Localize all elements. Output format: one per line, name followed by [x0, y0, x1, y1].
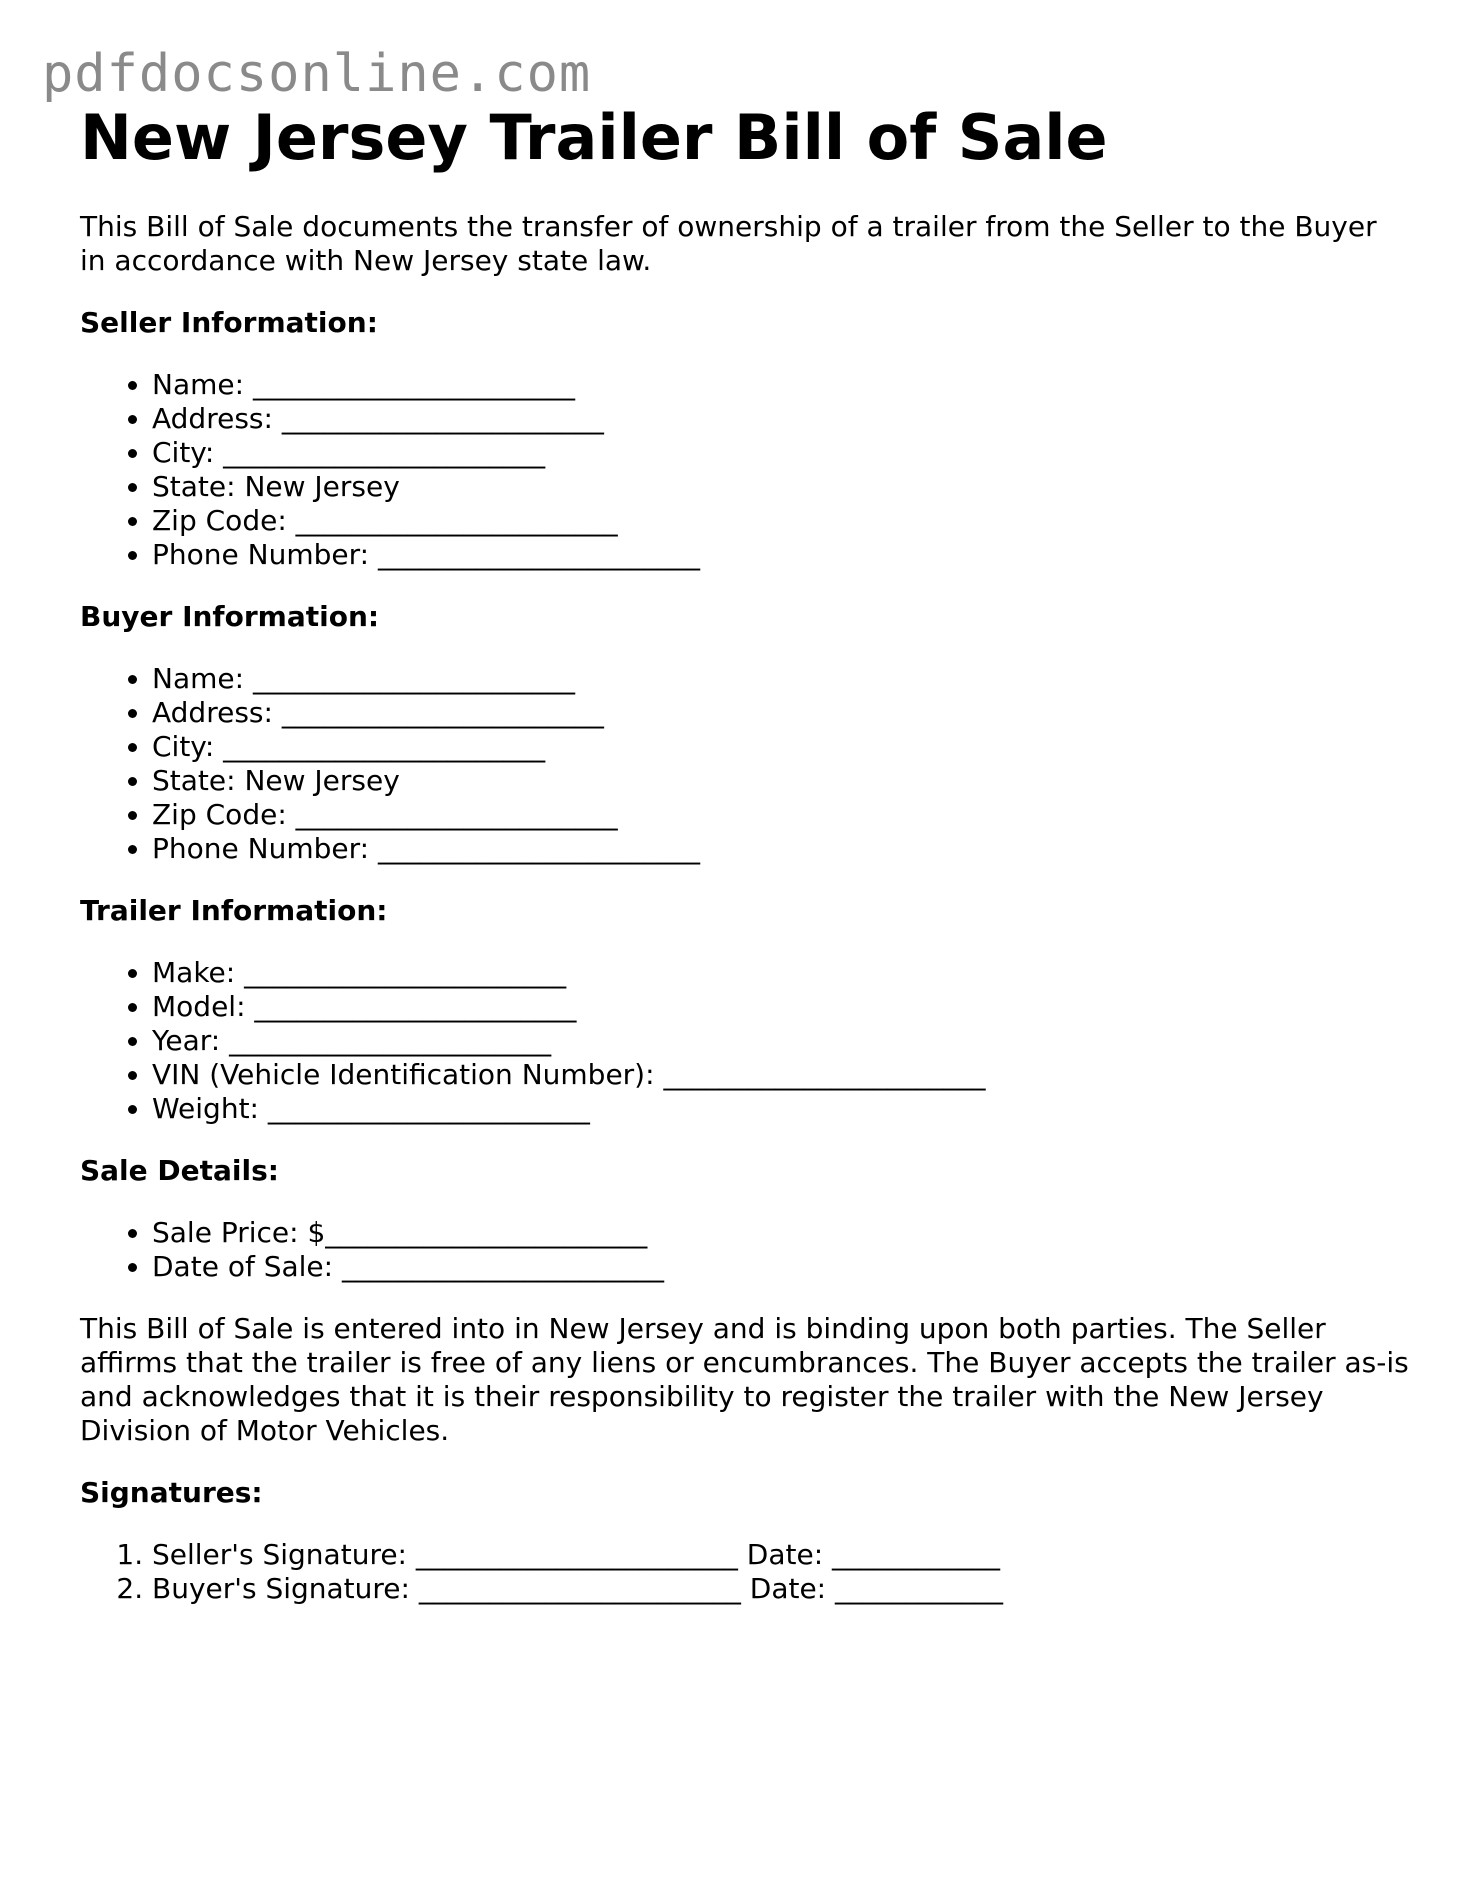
- buyer-address-field: • Address: _______________________: [152, 696, 1410, 730]
- watermark-text: pdfdocsonline.com: [42, 44, 592, 104]
- trailer-vin-field: • VIN (Vehicle Identification Number): _______________________: [152, 1058, 1410, 1092]
- trailer-section-heading: Trailer Information:: [80, 894, 388, 927]
- buyer-name-field: • Name: _______________________: [152, 662, 1410, 696]
- signatures-section-heading: Signatures:: [80, 1476, 263, 1509]
- intro-paragraph: This Bill of Sale documents the transfer of ownership of a trailer from the Seller to the Buyer in accordance with New Jersey state law.: [80, 210, 1377, 277]
- seller-name-field: • Name: _______________________: [152, 368, 1410, 402]
- closing-paragraph: This Bill of Sale is entered into in New Jersey and is binding upon both parties. The Seller affirms that the trailer is free of any liens or encumbrances. The Buyer accepts the trailer as-is and acknowledges that it is their responsibility to register the trailer with the New Jersey Division of Motor Vehicles.: [80, 1312, 1409, 1447]
- sale-section-heading: Sale Details:: [80, 1154, 279, 1187]
- trailer-weight-field: • Weight: _______________________: [152, 1092, 1410, 1126]
- seller-city-field: • City: _______________________: [152, 436, 1410, 470]
- sale-date-field: • Date of Sale: _______________________: [152, 1250, 1410, 1284]
- buyer-phone-field: • Phone Number: _______________________: [152, 832, 1410, 866]
- document-page: [80, 100, 1410, 1606]
- seller-section-heading: Seller Information:: [80, 306, 378, 339]
- seller-info-list: [80, 368, 1410, 572]
- seller-phone-field: • Phone Number: _______________________: [152, 538, 1410, 572]
- trailer-year-field: • Year: _______________________: [152, 1024, 1410, 1058]
- buyer-info-list: [80, 662, 1410, 866]
- buyer-signature-line: 2. Buyer's Signature: _______________________ Date: ____________: [152, 1572, 1410, 1606]
- signatures-list: [80, 1538, 1410, 1606]
- buyer-section-heading: Buyer Information:: [80, 600, 380, 633]
- seller-state-field: • State: New Jersey: [152, 470, 1410, 504]
- trailer-info-list: [80, 956, 1410, 1126]
- sale-price-field: • Sale Price: $_______________________: [152, 1216, 1410, 1250]
- seller-signature-line: 1. Seller's Signature: _______________________ Date: ____________: [152, 1538, 1410, 1572]
- buyer-zip-field: • Zip Code: _______________________: [152, 798, 1410, 832]
- seller-address-field: • Address: _______________________: [152, 402, 1410, 436]
- trailer-model-field: • Model: _______________________: [152, 990, 1410, 1024]
- seller-zip-field: • Zip Code: _______________________: [152, 504, 1410, 538]
- buyer-state-field: • State: New Jersey: [152, 764, 1410, 798]
- trailer-make-field: • Make: _______________________: [152, 956, 1410, 990]
- sale-details-list: [80, 1216, 1410, 1284]
- buyer-city-field: • City: _______________________: [152, 730, 1410, 764]
- document-title: New Jersey Trailer Bill of Sale: [80, 101, 1108, 174]
